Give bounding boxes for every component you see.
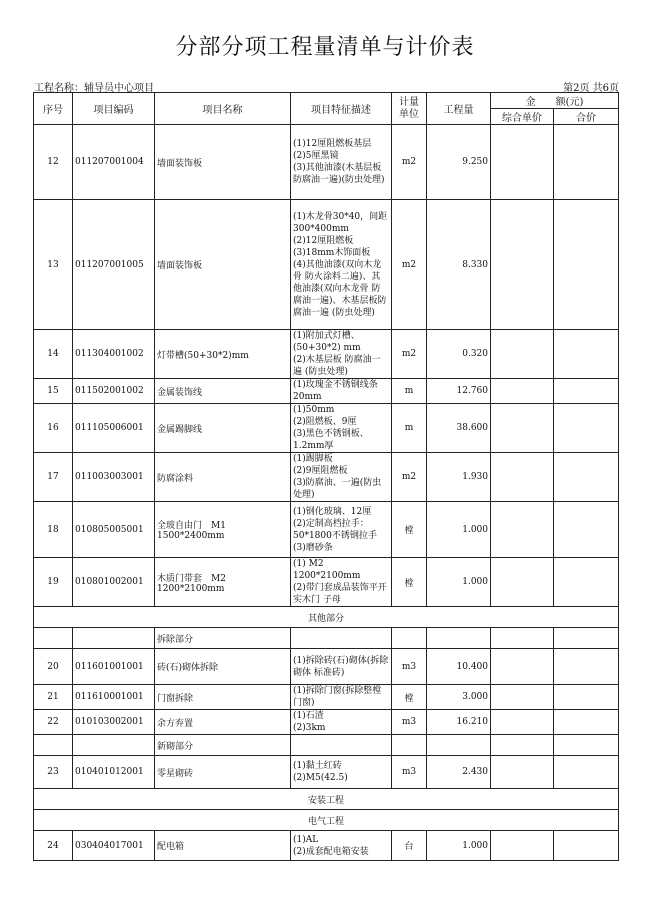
table-row (34, 756, 619, 789)
row-no: 12 (34, 125, 73, 200)
row-qty: 1.000 (427, 831, 491, 861)
empty-cell (392, 735, 427, 756)
row-total (554, 710, 619, 735)
row-unit: m2 (392, 453, 427, 502)
row-total (554, 831, 619, 861)
row-unit-price (491, 125, 554, 200)
row-qty: 9.250 (427, 125, 491, 200)
row-qty: 8.330 (427, 200, 491, 330)
empty-cell (392, 628, 427, 649)
row-unit-price (491, 330, 554, 379)
row-name: 灯带槽(50+30*2)mm (155, 330, 291, 379)
empty-cell (427, 628, 491, 649)
row-total (554, 756, 619, 789)
row-features: (1)木龙骨30*40，间距300*400mm (2)12厘阻燃板 (3)18mm木饰面板 (4)其他油漆(双向木龙骨 防火涂料二遍)、其他油漆(双向木龙骨 防腐油一遍)、木基层板防腐油一遍 (防虫处理) (291, 200, 392, 330)
empty-cell (491, 628, 554, 649)
row-features: (1)50mm (2)阻燃板、9厘 (3)黑色不锈钢板、1.2mm厚 (291, 404, 392, 453)
row-features: (1)踢脚板 (2)9厘阻燃板 (3)防腐油、一遍(防虫处理) (291, 453, 392, 502)
row-total (554, 649, 619, 685)
empty-cell (291, 628, 392, 649)
header-amount: 金 额(元) (491, 93, 619, 109)
row-no: 14 (34, 330, 73, 379)
row-name: 墙面装饰板 (155, 125, 291, 200)
bill-of-quantities-table (33, 92, 619, 861)
header-features: 项目特征描述 (291, 93, 392, 125)
row-unit: m3 (392, 756, 427, 789)
row-features: (1)钢化玻璃、12厘 (2)定制高档拉手：50*1800不锈钢拉手 (3)磨砂条 (291, 502, 392, 558)
row-total (554, 453, 619, 502)
row-no: 24 (34, 831, 73, 861)
row-no: 22 (34, 710, 73, 735)
row-no: 16 (34, 404, 73, 453)
row-unit-price (491, 756, 554, 789)
row-name: 零星砌砖 (155, 756, 291, 789)
row-unit-price (491, 502, 554, 558)
row-qty: 1.000 (427, 558, 491, 607)
row-no: 15 (34, 379, 73, 404)
empty-cell (554, 628, 619, 649)
row-name: 全玻自由门 M1 1500*2400mm (155, 502, 291, 558)
row-total (554, 685, 619, 710)
row-qty: 1.000 (427, 502, 491, 558)
row-name: 砖(石)砌体拆除 (155, 649, 291, 685)
row-code: 011601001001 (73, 649, 155, 685)
row-unit-price (491, 558, 554, 607)
header-qty: 工程量 (427, 93, 491, 125)
subsection-new-masonry-label: 新砌部分 (155, 735, 291, 756)
row-qty: 12.760 (427, 379, 491, 404)
section-other-label: 其他部分 (34, 607, 619, 628)
table-row (34, 831, 619, 861)
header-code: 项目编码 (73, 93, 155, 125)
row-name: 墙面装饰板 (155, 200, 291, 330)
header-no: 序号 (34, 93, 73, 125)
row-code: 010103002001 (73, 710, 155, 735)
subsection-demolition-label: 拆除部分 (155, 628, 291, 649)
row-code: 011003003001 (73, 453, 155, 502)
empty-cell (554, 735, 619, 756)
row-code: 011502001002 (73, 379, 155, 404)
row-features: (1)拆除砖(石)砌体(拆除砌体 标准砖) (291, 649, 392, 685)
row-unit-price (491, 831, 554, 861)
row-qty: 16.210 (427, 710, 491, 735)
row-unit-price (491, 453, 554, 502)
row-unit: m3 (392, 710, 427, 735)
row-unit: m2 (392, 200, 427, 330)
row-code: 011304001002 (73, 330, 155, 379)
row-total (554, 125, 619, 200)
section-other (34, 607, 619, 628)
table-row (34, 330, 619, 379)
table-row (34, 710, 619, 735)
empty-cell (34, 628, 73, 649)
subsection-new-masonry (34, 735, 619, 756)
project-name: 工程名称：辅导员中心项目 (34, 83, 154, 94)
row-code: 010401012001 (73, 756, 155, 789)
row-code: 011207001005 (73, 200, 155, 330)
table-row (34, 649, 619, 685)
row-name: 余方弃置 (155, 710, 291, 735)
row-features: (1)12厘阻燃板基层 (2)5厘黑镜 (3)其他油漆(木基层板防腐油一遍)(防虫处理) (291, 125, 392, 200)
table-row (34, 379, 619, 404)
row-unit-price (491, 404, 554, 453)
page-title: 分部分项工程量清单与计价表 (175, 35, 475, 60)
row-code: 011610001001 (73, 685, 155, 710)
row-features: (1)AL (2)成套配电箱安装 (291, 831, 392, 861)
empty-cell (291, 735, 392, 756)
row-unit: m3 (392, 649, 427, 685)
page-number: 第2页 共6页 (563, 83, 619, 94)
row-name: 防腐涂料 (155, 453, 291, 502)
row-code: 010805005001 (73, 502, 155, 558)
subsection-demolition (34, 628, 619, 649)
row-code: 011207001004 (73, 125, 155, 200)
row-features: (1)拆除门窗(拆除整樘门窗) (291, 685, 392, 710)
empty-cell (34, 735, 73, 756)
row-features: (1)黏土红砖 (2)M5(42.5) (291, 756, 392, 789)
row-unit: 樘 (392, 502, 427, 558)
row-unit: m (392, 404, 427, 453)
row-unit-price (491, 710, 554, 735)
row-no: 19 (34, 558, 73, 607)
section-install (34, 789, 619, 810)
row-unit-price (491, 379, 554, 404)
row-total (554, 379, 619, 404)
row-name: 门窗拆除 (155, 685, 291, 710)
row-name: 木质门带套 M2 1200*2100mm (155, 558, 291, 607)
header-total: 合价 (554, 109, 619, 125)
row-name: 配电箱 (155, 831, 291, 861)
row-qty: 38.600 (427, 404, 491, 453)
header-name: 项目名称 (155, 93, 291, 125)
row-no: 13 (34, 200, 73, 330)
row-qty: 10.400 (427, 649, 491, 685)
row-features: (1)玫瑰金不锈钢线条20mm (291, 379, 392, 404)
row-no: 18 (34, 502, 73, 558)
row-no: 21 (34, 685, 73, 710)
row-total (554, 502, 619, 558)
section-install-label: 安装工程 (34, 789, 619, 810)
row-name: 金属装饰线 (155, 379, 291, 404)
table-row (34, 502, 619, 558)
empty-cell (427, 735, 491, 756)
row-unit-price (491, 685, 554, 710)
row-no: 17 (34, 453, 73, 502)
table-row (34, 453, 619, 502)
row-unit-price (491, 200, 554, 330)
row-unit: 樘 (392, 558, 427, 607)
row-unit: m2 (392, 125, 427, 200)
section-electric-label: 电气工程 (34, 810, 619, 831)
row-qty: 2.430 (427, 756, 491, 789)
row-unit: m (392, 379, 427, 404)
row-total (554, 558, 619, 607)
header-unit: 计量 单位 (392, 93, 427, 125)
row-name: 金属踢脚线 (155, 404, 291, 453)
empty-cell (73, 735, 155, 756)
table-row (34, 558, 619, 607)
row-unit: m2 (392, 330, 427, 379)
row-unit: 台 (392, 831, 427, 861)
row-unit: 樘 (392, 685, 427, 710)
table-row (34, 685, 619, 710)
header-unit-price: 综合单价 (491, 109, 554, 125)
row-qty: 3.000 (427, 685, 491, 710)
row-total (554, 200, 619, 330)
row-qty: 0.320 (427, 330, 491, 379)
table-row (34, 125, 619, 200)
row-features: (1)石渣 (2)3km (291, 710, 392, 735)
row-features: (1)附加式灯槽、(50+30*2) mm (2)木基层板 防腐油一遍 (防虫处理) (291, 330, 392, 379)
section-electric (34, 810, 619, 831)
row-code: 010801002001 (73, 558, 155, 607)
row-features: (1) M2 1200*2100mm (2)带门套成品装饰平开实木门 子母 (291, 558, 392, 607)
row-total (554, 330, 619, 379)
table-row (34, 200, 619, 330)
row-unit-price (491, 649, 554, 685)
row-qty: 1.930 (427, 453, 491, 502)
row-no: 23 (34, 756, 73, 789)
table-row (34, 404, 619, 453)
row-code: 011105006001 (73, 404, 155, 453)
empty-cell (491, 735, 554, 756)
row-no: 20 (34, 649, 73, 685)
row-total (554, 404, 619, 453)
empty-cell (73, 628, 155, 649)
row-code: 030404017001 (73, 831, 155, 861)
